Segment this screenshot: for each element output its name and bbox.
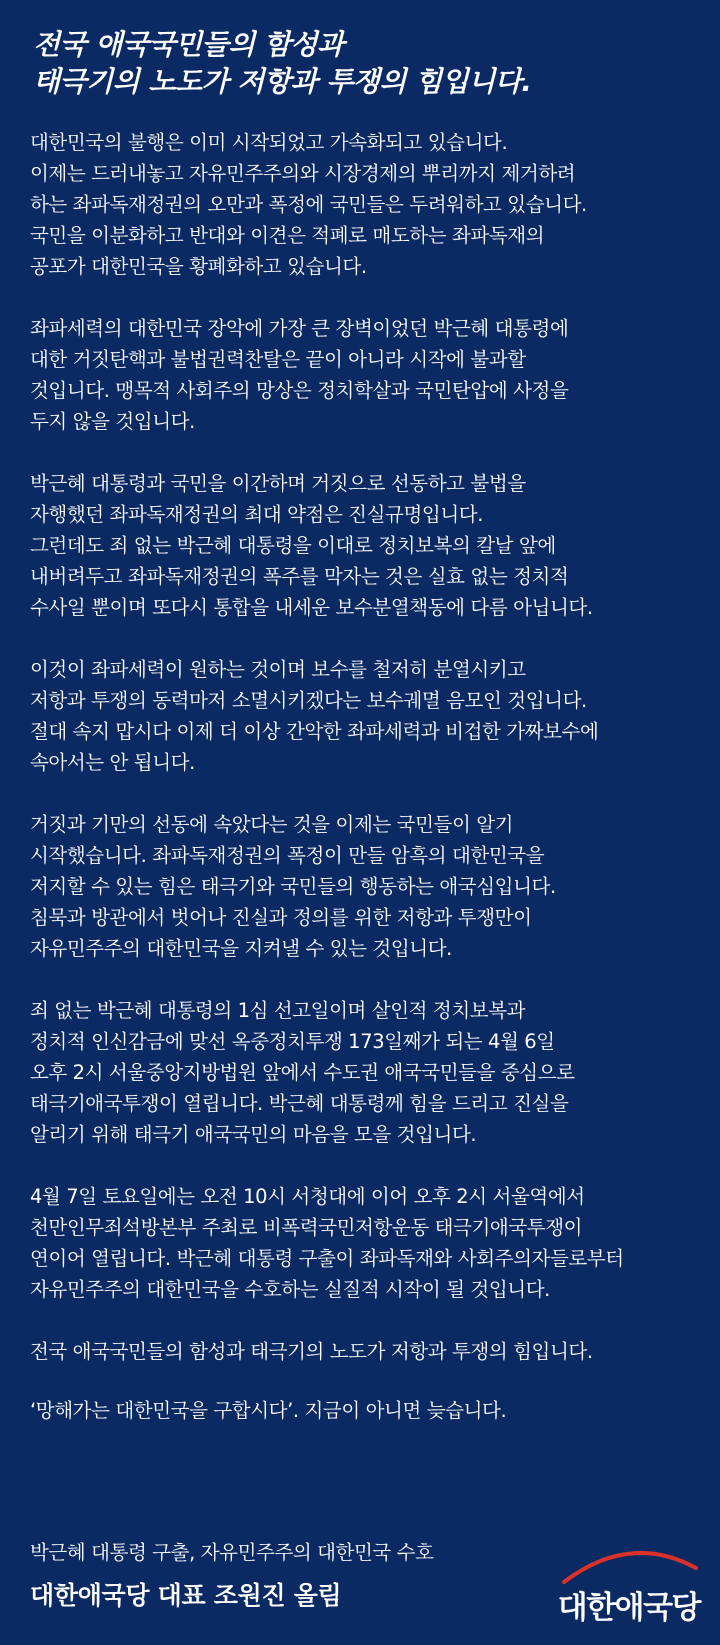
- paragraph-line: 내버려두고 좌파독재정권의 폭주를 막자는 것은 실효 없는 정치적: [30, 565, 569, 588]
- party-logo: [540, 1538, 700, 1633]
- signature-author: 대한애국당 대표 조원진 올림: [30, 1581, 342, 1610]
- headline: [33, 26, 693, 100]
- paragraph-4: [30, 654, 706, 778]
- paragraph-line: 속아서는 안 됩니다.: [30, 751, 195, 774]
- paragraph-line: 저항과 투쟁의 동력마저 소멸시키겠다는 보수궤멸 음모인 것입니다.: [30, 689, 587, 712]
- paragraph-line: 하는 좌파독재정권의 오만과 폭정에 국민들은 두려워하고 있습니다.: [30, 193, 587, 216]
- paragraph-line: 정치적 인신감금에 맞선 옥중정치투쟁 173일째가 되는 4월 6일: [30, 1030, 555, 1053]
- paragraph-line: 좌파세력의 대한민국 장악에 가장 큰 장벽이었던 박근혜 대통령에: [30, 317, 569, 340]
- paragraph-line: 침묵과 방관에서 벗어나 진실과 정의를 위한 저항과 투쟁만이: [30, 906, 532, 929]
- paragraph-line: 이것이 좌파세력이 원하는 것이며 보수를 철저히 분열시키고: [30, 658, 526, 681]
- paragraph-line: 두지 않을 것입니다.: [30, 410, 195, 433]
- paragraph-line: 그런데도 죄 없는 박근혜 대통령을 이대로 정치보복의 칼날 앞에: [30, 534, 556, 557]
- paragraph-5: [30, 809, 706, 964]
- paragraph-line: 시작했습니다. 좌파독재정권의 폭정이 만들 암흑의 대한민국을: [30, 844, 545, 867]
- paragraph-line: 죄 없는 박근혜 대통령의 1심 선고일이며 살인적 정치보복과: [30, 999, 526, 1022]
- paragraph-2: [30, 313, 706, 437]
- paragraph-line: ‘망해가는 대한민국을 구합시다’. 지금이 아니면 늦습니다.: [30, 1399, 507, 1422]
- logo-text: 대한애국당: [557, 1590, 700, 1626]
- paragraph-line: 오후 2시 서울중앙지방법원 앞에서 수도권 애국국민들을 중심으로: [30, 1061, 575, 1084]
- paragraph-6: [30, 995, 706, 1150]
- paragraph-line: 절대 속지 맙시다 이제 더 이상 간악한 좌파세력과 비겁한 가짜보수에: [30, 720, 599, 743]
- signature-slogan: 박근혜 대통령 구출, 자유민주주의 대한민국 수호: [30, 1541, 434, 1564]
- paragraph-line: 자유민주주의 대한민국을 지켜낼 수 있는 것입니다.: [30, 937, 452, 960]
- paragraph-line: 것입니다. 맹목적 사회주의 망상은 정치학살과 국민탄압에 사정을: [30, 379, 569, 402]
- paragraph-line: 박근혜 대통령과 국민을 이간하며 거짓으로 선동하고 불법을: [30, 472, 526, 495]
- paragraph-line: 공포가 대한민국을 황폐화하고 있습니다.: [30, 255, 367, 278]
- paragraph-line: 거짓과 기만의 선동에 속았다는 것을 이제는 국민들이 알기: [30, 813, 514, 836]
- paragraph-9: [30, 1395, 706, 1426]
- paragraph-line: 태극기애국투쟁이 열립니다. 박근혜 대통령께 힘을 드리고 진실을: [30, 1092, 569, 1115]
- paragraph-line: 4월 7일 토요일에는 오전 10시 서청대에 이어 오후 2시 서울역에서: [30, 1185, 585, 1208]
- paragraph-line: 연이어 열립니다. 박근혜 대통령 구출이 좌파독재와 사회주의자들로부터: [30, 1247, 624, 1270]
- headline-line: 전국 애국국민들의 함성과: [33, 28, 344, 61]
- paragraph-line: 천만인무죄석방본부 주최로 비폭력국민저항운동 태극기애국투쟁이: [30, 1216, 583, 1239]
- paragraph-line: 자유민주주의 대한민국을 수호하는 실질적 시작이 될 것입니다.: [30, 1278, 550, 1301]
- paragraph-line: 전국 애국국민들의 함성과 태극기의 노도가 저항과 투쟁의 힘입니다.: [30, 1340, 593, 1363]
- paragraph-line: 이제는 드러내놓고 자유민주주의와 시장경제의 뿌리까지 제거하려: [30, 162, 576, 185]
- paragraph-line: 자행했던 좌파독재정권의 최대 약점은 진실규명입니다.: [30, 503, 484, 526]
- logo-arc-icon: [560, 1538, 700, 1588]
- paragraph-line: 저지할 수 있는 힘은 태극기와 국민들의 행동하는 애국심입니다.: [30, 875, 556, 898]
- paragraph-1: [30, 127, 706, 282]
- paragraph-7: [30, 1181, 706, 1305]
- paragraph-line: 대한민국의 불행은 이미 시작되었고 가속화되고 있습니다.: [30, 131, 508, 154]
- paragraph-line: 알리기 위해 태극기 애국국민의 마음을 모을 것입니다.: [30, 1123, 477, 1146]
- paragraph-8: [30, 1336, 706, 1367]
- paragraph-line: 국민을 이분화하고 반대와 이견은 적폐로 매도하는 좌파독재의: [30, 224, 545, 247]
- statement-body: [30, 127, 706, 1454]
- paragraph-line: 대한 거짓탄핵과 불법권력찬탈은 끝이 아니라 시작에 불과할: [30, 348, 526, 371]
- paragraph-3: [30, 468, 706, 623]
- paragraph-line: 수사일 뿐이며 또다시 통합을 내세운 보수분열책동에 다름 아닙니다.: [30, 596, 593, 619]
- headline-line: 태극기의 노도가 저항과 투쟁의 힘입니다.: [33, 65, 532, 98]
